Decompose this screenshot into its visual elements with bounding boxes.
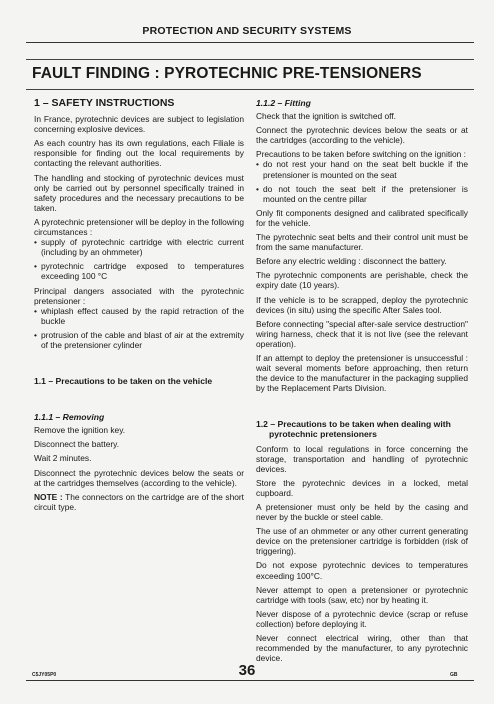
header-rule [26,42,474,43]
document-code: C5JY05P0 [32,672,57,678]
page-number: 36 [238,662,256,679]
paragraph: In France, pyrotechnic devices are subject to legislation concerning explosive devices. [34,114,244,135]
paragraph: The pyrotechnic components are perishable, check the expiry date (10 years). [256,270,468,291]
paragraph: The use of an ohmmeter or any other current generating device on the pretensioner cartridge is forbidden (risk of triggering). [256,526,468,557]
footer-rule [26,680,474,681]
paragraph: Wait 2 minutes. [34,453,92,464]
spacer [34,390,244,412]
section-heading-vehicle: 1.1 – Precautions to be taken on the vehicle [34,376,213,387]
bullet-item: • supply of pyrotechnic cartridge with electric current (including by an ohmmeter) [34,237,244,257]
paragraph: A pyrotechnic pretensioner will be deploy in the following circumstances : [34,216,244,238]
paragraph: Never attempt to open a pretensioner or pyrotechnic cartridge with tools (saw, etc) nor by heating it. [256,584,468,605]
bullet-item: • do not rest your hand on the seat belt buckle if the pretensioner is mounted on the seat [256,159,468,179]
paragraph: Store the pyrotechnic devices in a locked, metal cupboard. [256,477,468,498]
section-heading-safety: 1 – SAFETY INSTRUCTIONS [34,97,175,109]
paragraph: Do not expose pyrotechnic devices to temperatures exceeding 100°C. [256,560,468,581]
page-title: FAULT FINDING : PYROTECHNIC PRE-TENSIONERS [32,65,422,82]
spacer [34,354,244,376]
bullet-item: • do not touch the seat belt if the pretensioner is mounted on the centre pillar [256,184,468,204]
paragraph: Never connect electrical wiring, other than that recommended by the manufacturer, to any pyrotechnic device. [256,633,468,664]
paragraph: Principal dangers associated with the pyrotechnic pretensioner : [34,285,244,306]
spacer [256,397,468,419]
paragraph: Disconnect the battery. [34,439,120,450]
right-column [256,98,468,667]
paragraph: If an attempt to deploy the pretensioner is unsuccessful : wait several moments before approaching, then return the device to the manufacturer in the packaging supplied by the Replacement Parts Division. [256,352,468,394]
bullet-item: • protrusion of the cable and blast of air at the extremity of the pretensioner cylinder [34,330,244,350]
paragraph: The handling and stocking of pyrotechnic devices must only be carried out by personnel specifically trained in safety procedures and the necessary precautions to be taken. [34,172,244,213]
paragraph: Remove the ignition key. [34,425,126,436]
paragraph: Precautions to be taken before switching on the ignition : [256,149,466,160]
section-heading-pretensioners: 1.2 – Precautions to be taken when dealing with pyrotechnic pretensioners [256,419,451,440]
note-label: NOTE : [34,491,63,502]
note [34,492,244,512]
subsection-heading-fitting: 1.1.2 – Fitting [256,98,311,108]
paragraph: The pyrotechnic seat belts and their control unit must be from the same manufacturer. [256,232,468,253]
paragraph: Disconnect the pyrotechnic devices below the seats or at the cartridges themselves (according to the vehicle). [34,467,244,488]
subsection-heading-removing: 1.1.1 – Removing [34,412,105,423]
paragraph: Conform to local regulations in force concerning the storage, transportation and handling of pyrotechnic devices. [256,443,468,474]
paragraph: If the vehicle is to be scrapped, deploy the pyrotechnic devices (in situ) using the specific After Sales tool. [256,294,468,315]
bullet-item: • whiplash effect caused by the rapid retraction of the buckle [34,306,244,326]
bullet-item: • pyrotechnic cartridge exposed to temperatures exceeding 100 °C [34,261,244,281]
paragraph: A pretensioner must only be held by the casing and never by the buckle or steel cable. [256,502,468,523]
paragraph: Check that the ignition is switched off. [256,111,396,122]
paragraph: Connect the pyrotechnic devices below the seats or at the cartridges (according to the vehicle). [256,125,468,146]
paragraph: As each country has its own regulations, each Filiale is responsible for finding out the local requirements by contacting the relevant authorities. [34,138,244,169]
language-code: GB [450,672,458,678]
note-text: The connectors on the cartridge are of the short circuit type. [34,491,244,512]
page-header: PROTECTION AND SECURITY SYSTEMS [142,25,352,37]
paragraph: Before connecting "special after-sale service destruction" wiring harness, check that it is not live (see the relevant operation). [256,318,468,349]
paragraph: Before any electric welding : disconnect the battery. [256,256,447,267]
paragraph: Never dispose of a pyrotechnic device (scrap or refuse collection) before deploying it. [256,608,468,629]
title-rule-top [26,59,474,60]
left-column [34,98,244,516]
title-rule-bottom [26,89,474,90]
paragraph: Only fit components designed and calibrated specifically for the vehicle. [256,207,468,228]
